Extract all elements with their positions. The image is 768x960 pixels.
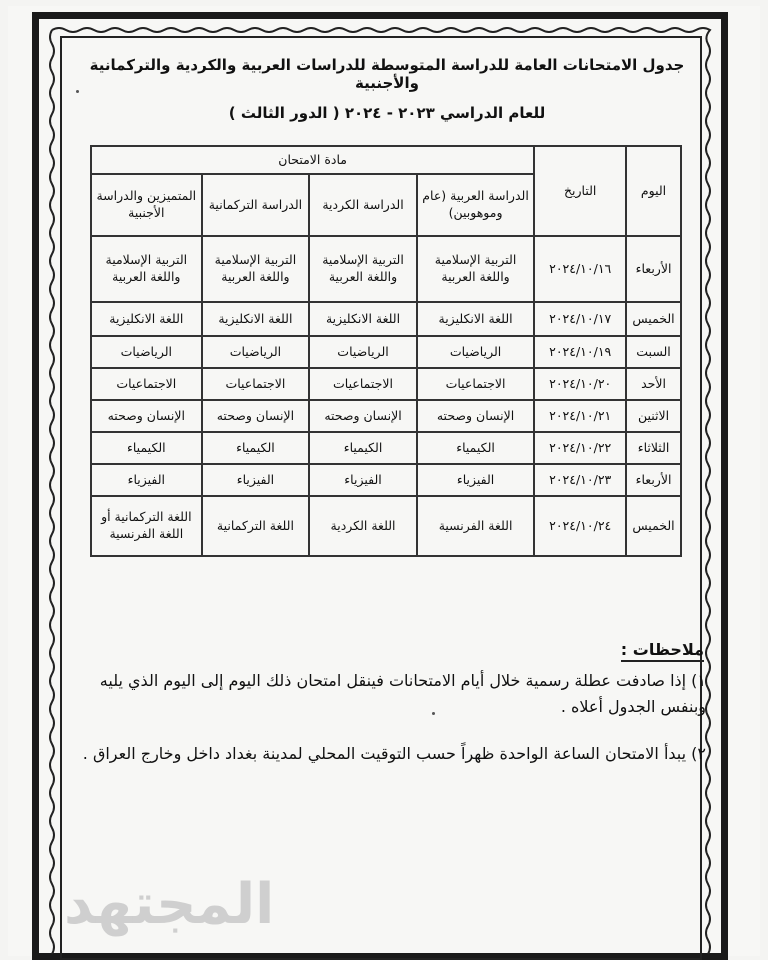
cell-day: الخميس: [626, 302, 681, 336]
cell-arabic: اللغة الانكليزية: [417, 302, 534, 336]
watermark-logo: المجتهد: [64, 872, 275, 937]
cell-arabic: التربية الإسلامية واللغة العربية: [417, 236, 534, 302]
cell-kurdish: الاجتماعيات: [309, 368, 417, 400]
cell-day: الاثنين: [626, 400, 681, 432]
cell-kurdish: اللغة الانكليزية: [309, 302, 417, 336]
cell-foreign: الاجتماعيات: [91, 368, 202, 400]
cell-turkmen: الفيزياء: [202, 464, 310, 496]
cell-day: الثلاثاء: [626, 432, 681, 464]
header-arabic-study: الدراسة العربية (عام وموهوبين): [417, 174, 534, 236]
table-row: [91, 496, 681, 556]
header-day: اليوم: [626, 146, 681, 236]
cell-foreign: الفيزياء: [91, 464, 202, 496]
cell-day: الأربعاء: [626, 464, 681, 496]
cell-turkmen: الرياضيات: [202, 336, 310, 368]
cell-turkmen: الكيمياء: [202, 432, 310, 464]
cell-foreign: التربية الإسلامية واللغة العربية: [91, 236, 202, 302]
cell-turkmen: اللغة التركمانية: [202, 496, 310, 556]
cell-arabic: الاجتماعيات: [417, 368, 534, 400]
document-subtitle: للعام الدراسي ٢٠٢٣ - ٢٠٢٤ ( الدور الثالث ): [228, 104, 546, 122]
cell-day: الأربعاء: [626, 236, 681, 302]
cell-arabic: الكيمياء: [417, 432, 534, 464]
cell-day: الخميس: [626, 496, 681, 556]
speck-mark: [76, 90, 79, 93]
cell-foreign: الكيمياء: [91, 432, 202, 464]
cell-day: السبت: [626, 336, 681, 368]
cell-date: ٢٠٢٤/١٠/١٧: [534, 302, 626, 336]
cell-arabic: الإنسان وصحته: [417, 400, 534, 432]
cell-date: ٢٠٢٤/١٠/٢٤: [534, 496, 626, 556]
notes-heading: ملاحظات :: [621, 640, 704, 662]
cell-foreign: اللغة التركمانية أو اللغة الفرنسية: [91, 496, 202, 556]
header-turkmen-study: الدراسة التركمانية: [202, 174, 310, 236]
cell-date: ٢٠٢٤/١٠/١٦: [534, 236, 626, 302]
cell-kurdish: الفيزياء: [309, 464, 417, 496]
cell-date: ٢٠٢٤/١٠/٢٣: [534, 464, 626, 496]
cell-turkmen: اللغة الانكليزية: [202, 302, 310, 336]
note-item: ١) إذا صادفت عطلة رسمية خلال أيام الامتحانات فينقل امتحان ذلك اليوم إلى اليوم الذي يليه وبنفس الجدول أعلاه .: [99, 671, 706, 716]
cell-date: ٢٠٢٤/١٠/٢٢: [534, 432, 626, 464]
exam-schedule-table: [90, 145, 682, 557]
table-row: [91, 368, 681, 400]
cell-kurdish: الرياضيات: [309, 336, 417, 368]
cell-turkmen: التربية الإسلامية واللغة العربية: [202, 236, 310, 302]
cell-turkmen: الاجتماعيات: [202, 368, 310, 400]
table-row: [91, 464, 681, 496]
cell-kurdish: التربية الإسلامية واللغة العربية: [309, 236, 417, 302]
header-kurdish-study: الدراسة الكردية: [309, 174, 417, 236]
cell-date: ٢٠٢٤/١٠/٢١: [534, 400, 626, 432]
note-item: ٢) يبدأ الامتحان الساعة الواحدة ظهراً حسب التوقيت المحلي لمدينة بغداد داخل وخارج العراق .: [82, 744, 706, 763]
speck-mark: [432, 712, 435, 715]
table-row: [91, 336, 681, 368]
cell-foreign: اللغة الانكليزية: [91, 302, 202, 336]
cell-foreign: الإنسان وصحته: [91, 400, 202, 432]
cell-day: الأحد: [626, 368, 681, 400]
header-subject-group: مادة الامتحان: [91, 146, 534, 174]
table-row: [91, 302, 681, 336]
header-foreign-study: المتميزين والدراسة الأجنبية: [91, 174, 202, 236]
cell-kurdish: الكيمياء: [309, 432, 417, 464]
cell-arabic: اللغة الفرنسية: [417, 496, 534, 556]
cell-date: ٢٠٢٤/١٠/١٩: [534, 336, 626, 368]
document-title: جدول الامتحانات العامة للدراسة المتوسطة للدراسات العربية والكردية والتركمانية والأجنبية: [89, 56, 685, 92]
cell-arabic: الرياضيات: [417, 336, 534, 368]
table-row: [91, 432, 681, 464]
cell-turkmen: الإنسان وصحته: [202, 400, 310, 432]
cell-arabic: الفيزياء: [417, 464, 534, 496]
cell-kurdish: اللغة الكردية: [309, 496, 417, 556]
cell-kurdish: الإنسان وصحته: [309, 400, 417, 432]
table-row: [91, 400, 681, 432]
header-date: التاريخ: [534, 146, 626, 236]
cell-date: ٢٠٢٤/١٠/٢٠: [534, 368, 626, 400]
cell-foreign: الرياضيات: [91, 336, 202, 368]
table-row: [91, 236, 681, 302]
